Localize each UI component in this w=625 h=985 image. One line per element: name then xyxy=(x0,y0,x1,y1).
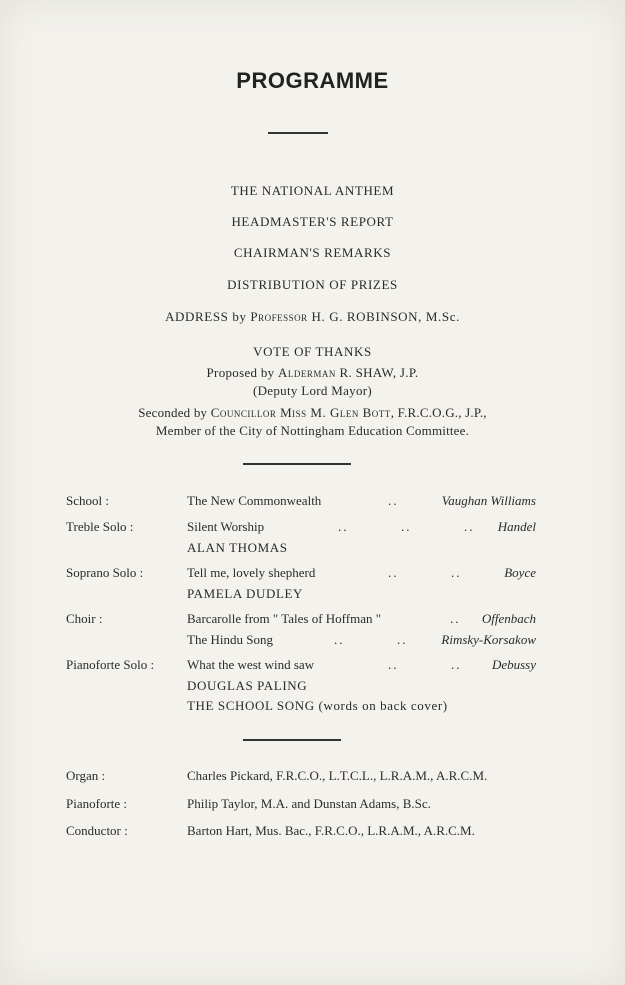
item-national-anthem: THE NATIONAL ANTHEM xyxy=(230,183,395,198)
music-label: Pianoforte Solo : xyxy=(66,657,155,672)
item-vote-of-thanks: VOTE OF THANKS xyxy=(253,344,372,359)
seconded-note: Member of the City of Nottingham Education Committee. xyxy=(155,423,470,438)
proposed-prefix: Proposed by xyxy=(206,365,275,380)
item-address xyxy=(0,309,625,325)
page-title: PROGRAMME xyxy=(236,68,389,93)
credit-label: Pianoforte : xyxy=(66,796,128,811)
music-performer: DOUGLAS PALING xyxy=(187,678,308,693)
music-composer: Debussy xyxy=(491,657,536,672)
music-work: The New Commonwealth xyxy=(187,493,322,508)
item-distribution-of-prizes: DISTRIBUTION OF PRIZES xyxy=(227,277,398,292)
leader-dots: .. .. .. xyxy=(338,519,475,534)
music-work: Tell me, lovely shepherd xyxy=(187,565,316,580)
proposed-note: (Deputy Lord Mayor) xyxy=(252,383,373,398)
leader-dots: .. .. xyxy=(334,632,408,647)
address-title: Professor xyxy=(250,309,308,324)
music-performer: PAMELA DUDLEY xyxy=(187,586,304,601)
divider-middle xyxy=(243,463,351,465)
divider-top xyxy=(268,132,328,134)
music-composer: Vaughan Williams xyxy=(441,493,536,508)
address-prefix: ADDRESS by xyxy=(165,309,247,324)
item-chairman-remarks: CHAIRMAN'S REMARKS xyxy=(233,245,392,260)
music-composer: Offenbach xyxy=(481,611,536,626)
credit-value: Charles Pickard, F.R.C.O., L.T.C.L., L.R.A.M., A.R.C.M. xyxy=(187,768,488,783)
credit-label: Organ : xyxy=(66,768,106,783)
leader-dots: .. .. xyxy=(388,565,462,580)
address-name: H. G. ROBINSON, M.Sc. xyxy=(311,309,460,324)
school-song: THE SCHOOL SONG (words on back cover) xyxy=(187,698,448,713)
music-label: Soprano Solo : xyxy=(66,565,144,580)
proposed-name: R. SHAW, J.P. xyxy=(339,365,419,380)
proposed-line xyxy=(0,365,625,381)
music-composer-secondary: Rimsky-Korsakow xyxy=(441,632,536,647)
leader-dots: .. .. xyxy=(388,657,462,672)
music-composer: Boyce xyxy=(504,565,536,580)
seconded-suffix: , F.R.C.O.G., J.P., xyxy=(390,405,487,420)
seconded-title: Councillor Miss M. Glen Bott xyxy=(210,405,391,420)
music-composer: Handel xyxy=(497,519,536,534)
credit-value: Philip Taylor, M.A. and Dunstan Adams, B.Sc. xyxy=(187,796,431,811)
seconded-line xyxy=(0,405,625,421)
proposed-title: Alderman xyxy=(278,365,336,380)
music-label: School : xyxy=(66,493,109,508)
item-headmaster-report: HEADMASTER'S REPORT xyxy=(231,214,394,229)
credit-value: Barton Hart, Mus. Bac., F.R.C.O., L.R.A.M., A.R.C.M. xyxy=(187,823,475,838)
music-label: Choir : xyxy=(66,611,103,626)
music-performer: ALAN THOMAS xyxy=(187,540,288,555)
music-label: Treble Solo : xyxy=(66,519,134,534)
music-work: Silent Worship xyxy=(187,519,265,534)
divider-bottom xyxy=(243,739,341,741)
seconded-prefix: Seconded by xyxy=(138,405,208,420)
leader-dots: .. xyxy=(450,611,461,626)
leader-dots: .. xyxy=(388,493,399,508)
music-work: Barcarolle from " Tales of Hoffman " xyxy=(187,611,382,626)
credit-label: Conductor : xyxy=(66,823,128,838)
music-work-secondary: The Hindu Song xyxy=(187,632,273,647)
music-work: What the west wind saw xyxy=(187,657,315,672)
